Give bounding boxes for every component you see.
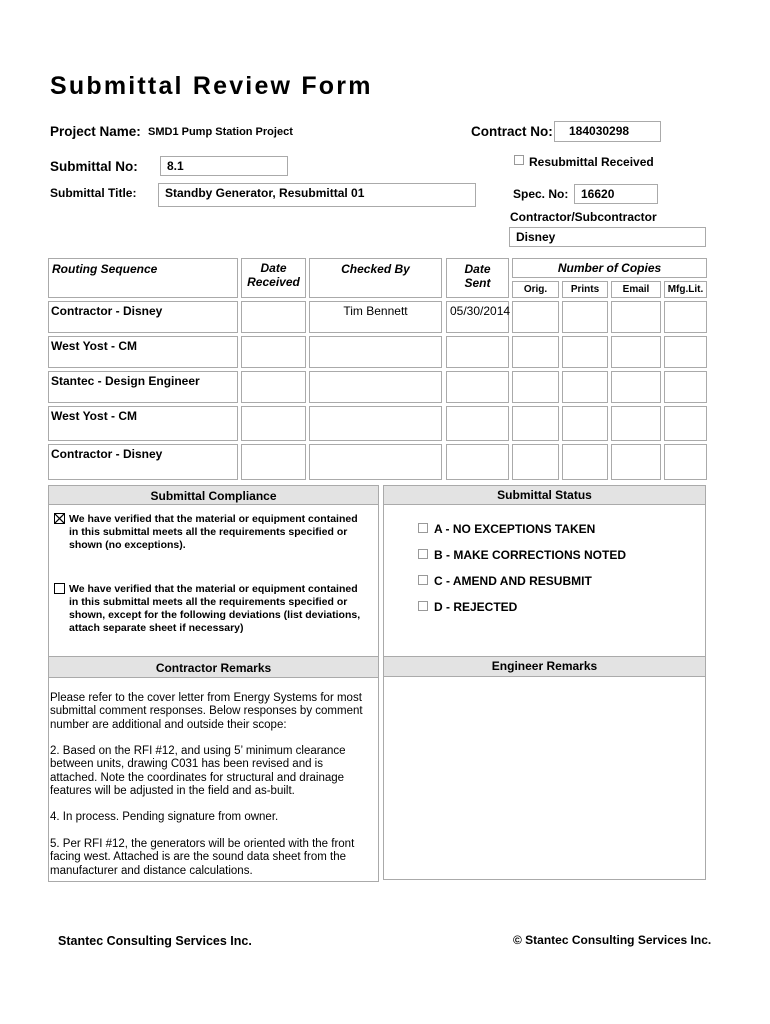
submittal-no-label: Submittal No: <box>50 159 138 174</box>
spec-no-field[interactable]: 16620 <box>574 184 658 204</box>
routing-row-name: Contractor - Disney <box>48 444 238 480</box>
routing-row-name: West Yost - CM <box>48 336 238 368</box>
compliance-option1-text: We have verified that the material or equipment contained in this submittal meets all the requirements specified or shown (no exceptions). <box>69 513 358 551</box>
routing-row-email[interactable] <box>611 406 661 441</box>
date-sent-header <box>446 258 509 298</box>
contractor-remarks-p1: Please refer to the cover letter from Energy Systems for most submittal comment responses. Below responses by comment number are additional and outside their scope: <box>50 692 363 731</box>
engineer-remarks-title: Engineer Remarks <box>383 656 706 677</box>
routing-row-email[interactable] <box>611 444 661 480</box>
project-name-label: Project Name: <box>50 124 141 139</box>
routing-row-date-sent[interactable] <box>446 444 509 480</box>
prints-header: Prints <box>562 281 608 298</box>
routing-row-mfg[interactable] <box>664 444 707 480</box>
orig-header: Orig. <box>512 281 559 298</box>
routing-row-mfg[interactable] <box>664 371 707 403</box>
contractor-field[interactable]: Disney <box>509 227 706 247</box>
compliance-title: Submittal Compliance <box>48 485 379 505</box>
routing-row-date-sent[interactable]: 05/30/2014 <box>446 301 509 333</box>
contractor-label: Contractor/Subcontractor <box>510 210 657 224</box>
routing-row-prints[interactable] <box>562 301 608 333</box>
status-title: Submittal Status <box>383 485 706 505</box>
routing-row-name: West Yost - CM <box>48 406 238 441</box>
mfg-header: Mfg.Lit. <box>664 281 707 298</box>
routing-row-date-received[interactable] <box>241 336 306 368</box>
compliance-option2-text: We have verified that the material or equipment contained in this submittal meets all the requirements specified or shown, except for the following deviations (list deviations, attach separate sheet if necessary) <box>69 583 361 634</box>
contract-no-field[interactable]: 184030298 <box>554 121 661 142</box>
status-option-d: D - REJECTED <box>434 600 518 614</box>
routing-row-checked-by[interactable] <box>309 406 442 441</box>
footer-copyright: © Stantec Consulting Services Inc. <box>513 933 712 947</box>
routing-row-email[interactable] <box>611 336 661 368</box>
routing-row-date-received[interactable] <box>241 406 306 441</box>
routing-sequence-header <box>48 258 238 298</box>
checked-by-header <box>309 258 442 298</box>
routing-row-checked-by[interactable]: Tim Bennett <box>309 301 442 333</box>
status-panel <box>383 485 706 659</box>
routing-row-name: Contractor - Disney <box>48 301 238 333</box>
footer-company: Stantec Consulting Services Inc. <box>58 934 252 948</box>
resubmittal-label: Resubmittal Received <box>529 155 654 169</box>
routing-row-prints[interactable] <box>562 336 608 368</box>
form-title: Submittal Review Form <box>50 72 373 100</box>
submittal-title-label: Submittal Title: <box>50 186 137 200</box>
status-option-b: B - MAKE CORRECTIONS NOTED <box>434 548 626 562</box>
submittal-title-field[interactable]: Standby Generator, Resubmittal 01 <box>158 183 476 207</box>
contract-no-label: Contract No: <box>471 124 553 139</box>
date-received-header <box>241 258 306 298</box>
routing-row-name: Stantec - Design Engineer <box>48 371 238 403</box>
status-option-c-checkbox[interactable] <box>418 575 428 585</box>
routing-row-mfg[interactable] <box>664 301 707 333</box>
contractor-remarks-p2: 2. Based on the RFI #12, and using 5’ minimum clearance between units, drawing C031 has been revised and is attached. Note the coordinates for structural and drainage features will be adjusted in the field and as-built. <box>50 745 346 797</box>
routing-row-date-sent[interactable] <box>446 336 509 368</box>
routing-row-checked-by[interactable] <box>309 371 442 403</box>
routing-row-date-sent[interactable] <box>446 371 509 403</box>
routing-sequence-header-text: Routing Sequence <box>52 262 158 276</box>
routing-row-orig[interactable] <box>512 336 559 368</box>
routing-row-mfg[interactable] <box>664 406 707 441</box>
routing-row-checked-by[interactable] <box>309 444 442 480</box>
compliance-option1-checkbox[interactable] <box>54 513 65 524</box>
routing-row-prints[interactable] <box>562 444 608 480</box>
routing-row-email[interactable] <box>611 371 661 403</box>
email-header: Email <box>611 281 661 298</box>
routing-row-date-received[interactable] <box>241 301 306 333</box>
routing-row-mfg[interactable] <box>664 336 707 368</box>
compliance-option2-checkbox[interactable] <box>54 583 65 594</box>
check-x-icon <box>55 514 64 523</box>
contractor-remarks-title: Contractor Remarks <box>48 656 379 678</box>
resubmittal-checkbox[interactable] <box>514 155 524 165</box>
routing-row-orig[interactable] <box>512 406 559 441</box>
routing-row-orig[interactable] <box>512 371 559 403</box>
routing-row-checked-by[interactable] <box>309 336 442 368</box>
contractor-remarks-p3: 4. In process. Pending signature from owner. <box>50 811 279 823</box>
status-option-a-checkbox[interactable] <box>418 523 428 533</box>
status-option-a: A - NO EXCEPTIONS TAKEN <box>434 522 596 536</box>
spec-no-label: Spec. No: <box>513 187 569 201</box>
copies-header-text: Number of Copies <box>557 261 662 275</box>
copies-header <box>512 258 707 278</box>
date-received-header-text: Date Received <box>247 261 300 289</box>
project-name-value[interactable]: SMD1 Pump Station Project <box>148 126 293 138</box>
routing-row-date-sent[interactable] <box>446 406 509 441</box>
routing-row-date-received[interactable] <box>241 444 306 480</box>
submittal-no-field[interactable]: 8.1 <box>160 156 288 176</box>
routing-row-prints[interactable] <box>562 371 608 403</box>
routing-row-date-received[interactable] <box>241 371 306 403</box>
engineer-remarks-panel[interactable] <box>383 656 706 880</box>
routing-row-prints[interactable] <box>562 406 608 441</box>
routing-row-orig[interactable] <box>512 301 559 333</box>
status-option-d-checkbox[interactable] <box>418 601 428 611</box>
status-option-b-checkbox[interactable] <box>418 549 428 559</box>
date-sent-header-text: Date Sent <box>464 262 491 290</box>
status-option-c: C - AMEND AND RESUBMIT <box>434 574 592 588</box>
checked-by-header-text: Checked By <box>341 262 410 276</box>
routing-row-orig[interactable] <box>512 444 559 480</box>
contractor-remarks-p4: 5. Per RFI #12, the generators will be oriented with the front facing west. Attached is are the sound data sheet from the manufacturer and distance calculations. <box>50 838 355 877</box>
routing-row-email[interactable] <box>611 301 661 333</box>
